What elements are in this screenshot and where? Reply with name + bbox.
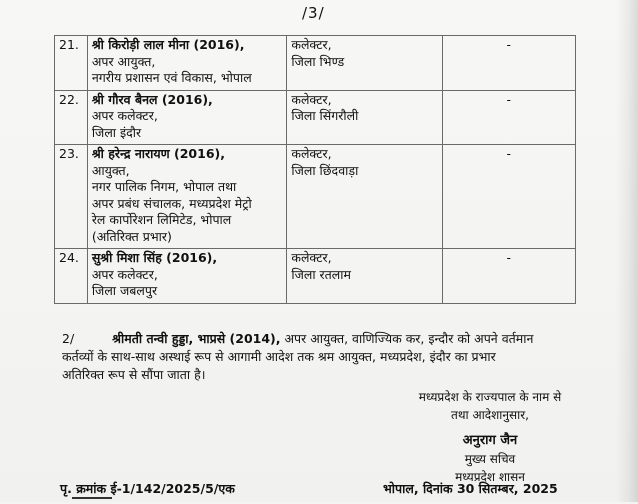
current-designation-line: जिला जबलपुर <box>91 283 158 298</box>
current-designation-line: नगरीय प्रशासन एवं विकास, भोपाल <box>91 70 252 85</box>
para-line-1 <box>62 330 582 348</box>
new-posting-line: जिला रतलाम <box>291 266 351 282</box>
remark-cell: - <box>442 90 575 145</box>
new-posting-cell <box>287 36 442 91</box>
signatory-office: मध्यप्रदेश शासन <box>455 470 525 484</box>
page-edge-shadow <box>616 0 638 502</box>
order-number: पृ. क्रमांक ई-1/142/2025/5/एक <box>60 481 235 496</box>
para-number: 2/ <box>62 331 75 346</box>
page-number: /3/ <box>302 4 325 22</box>
serial-number-cell: 23. <box>55 145 88 249</box>
officer-cell <box>87 249 287 304</box>
new-posting-line: कलेक्टर, <box>291 37 332 52</box>
remark-cell: - <box>442 145 575 249</box>
current-designation-line: अपर प्रबंध संचालक, मध्यप्रदेश मेट्रो <box>91 195 252 211</box>
para-line-2: कर्तव्यों के साथ-साथ अस्थाई रूप से आगामी आदेश तक श्रम आयुक्त, मध्यप्रदेश, इंदौर का प्रभार <box>62 349 496 364</box>
cut-off-text-fragment <box>72 497 112 504</box>
new-posting-line: कलेक्टर, <box>291 250 332 265</box>
officer-name: श्री हरेन्द्र नारायण (2016), <box>91 146 225 161</box>
postings-table <box>54 35 576 304</box>
order-paragraph-2 <box>62 330 582 384</box>
officer-name: श्री किरोड़ी लाल मीना (2016), <box>91 37 245 52</box>
signature-line-2: तथा आदेशानुसार, <box>451 408 529 422</box>
table-row <box>55 145 576 249</box>
officer-cell <box>87 145 287 249</box>
remark-cell: - <box>442 249 575 304</box>
current-designation-line: जिला इंदौर <box>91 124 142 140</box>
officer-cell <box>87 90 287 145</box>
table-row <box>55 249 576 304</box>
signature-block <box>390 388 590 486</box>
new-posting-line: जिला छिंदवाड़ा <box>291 162 359 178</box>
officer-name: श्री गौरव बैनल (2016), <box>91 91 213 107</box>
new-posting-line: जिला भिण्ड <box>291 53 345 69</box>
serial-number-cell: 22. <box>55 90 88 145</box>
signatory-title: मुख्य सचिव <box>464 452 516 466</box>
table-row <box>55 36 576 91</box>
current-designation-line: (अतिरिक्त प्रभार) <box>91 228 172 244</box>
current-designation-line: नगर पालिक निगम, भोपाल तथा <box>91 179 237 194</box>
new-posting-cell <box>287 249 442 304</box>
serial-number-cell: 24. <box>55 249 88 304</box>
signatory-name: अनुराग जैन <box>462 433 518 448</box>
officer-cell <box>87 36 287 91</box>
signature-line-1: मध्यप्रदेश के राज्यपाल के नाम से <box>418 390 562 404</box>
new-posting-line: कलेक्टर, <box>291 146 332 161</box>
new-posting-cell <box>287 145 442 249</box>
new-posting-cell <box>287 90 442 145</box>
para-line-3: अतिरिक्त रूप से सौंपा जाता है। <box>62 367 206 382</box>
current-designation-line: अपर कलेक्टर, <box>91 108 158 123</box>
table-row <box>55 90 576 145</box>
current-designation-line: रेल कार्पोरेशन लिमिटेड, भोपाल <box>91 212 232 227</box>
current-designation-line: अपर आयुक्त, <box>91 53 156 69</box>
serial-number-cell: 21. <box>55 36 88 91</box>
current-designation-line: आयुक्त, <box>91 162 130 178</box>
officer-name: श्रीमती तन्वी हुड्डा, भाप्रसे (2014), <box>112 331 281 346</box>
remark-cell: - <box>442 36 575 91</box>
new-posting-line: जिला सिंगरौली <box>291 108 359 123</box>
officer-name: सुश्री मिशा सिंह (2016), <box>91 250 218 265</box>
place-and-date: भोपाल, दिनांक 30 सितम्बर, 2025 <box>383 481 558 496</box>
postings-table-body <box>55 36 576 304</box>
para-line-1-rest: अपर आयुक्त, वाणिज्यिक कर, इन्दौर को अपने वर्तमान <box>284 331 534 346</box>
new-posting-line: कलेक्टर, <box>291 91 332 107</box>
current-designation-line: अपर कलेक्टर, <box>91 266 158 282</box>
